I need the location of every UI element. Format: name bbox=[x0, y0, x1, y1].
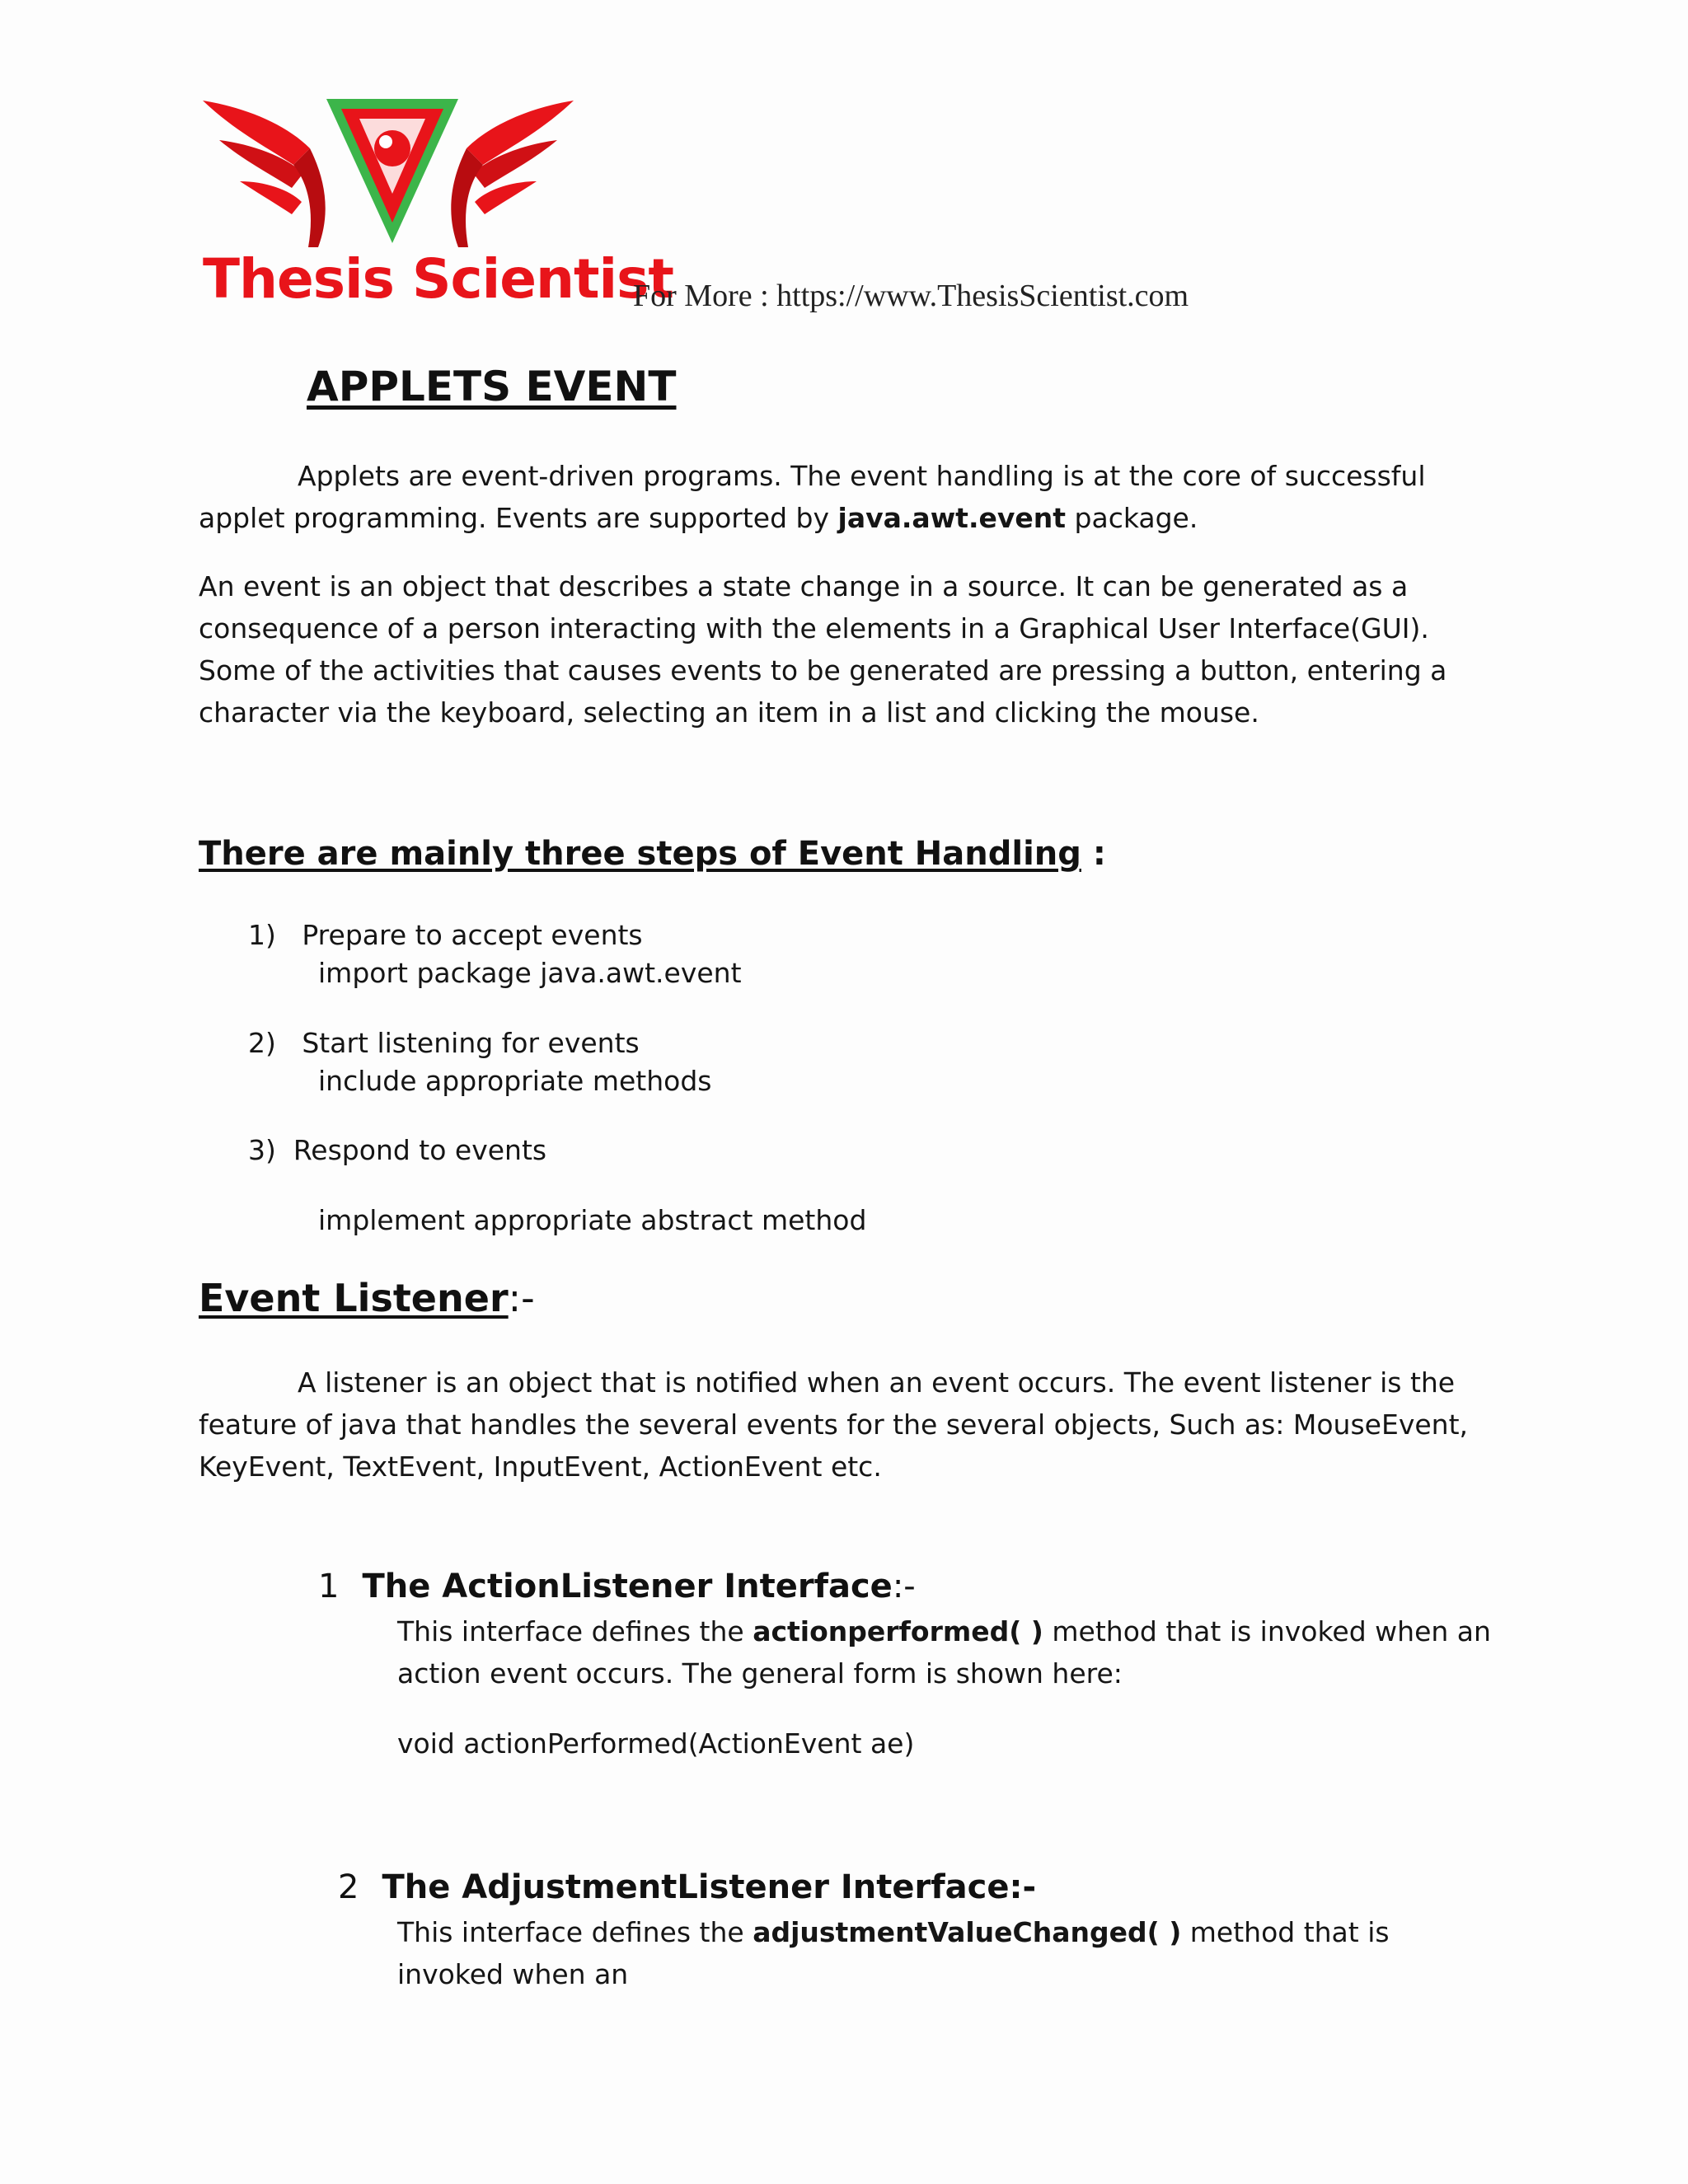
action-listener-heading: 1 The ActionListener Interface:- bbox=[318, 1568, 916, 1605]
adjustment-listener-description: This interface defines the adjustmentValueChanged( ) method that is invoked when an bbox=[397, 1916, 1390, 1990]
page-title: APPLETS EVENT bbox=[307, 363, 677, 410]
event-listener-paragraph: A listener is an object that is notified when an event occurs. The event listener is the feature of java that handles the several events for the several objects, Such as: MouseEvent, KeyEvent, TextEvent, InputEvent, ActionEvent etc. bbox=[199, 1366, 1468, 1483]
step-3: 3) Respond to events bbox=[248, 1134, 547, 1166]
thesis-scientist-logo bbox=[195, 91, 673, 321]
step-3-detail: implement appropriate abstract method bbox=[318, 1204, 867, 1236]
action-listener-description: This interface defines the actionperformed( ) method that is invoked when an action event occurs. The general form is shown here: bbox=[397, 1615, 1491, 1690]
adjustment-listener-heading: 2 The AdjustmentListener Interface:- bbox=[338, 1868, 1037, 1906]
step-2-detail: include appropriate methods bbox=[318, 1065, 712, 1097]
step-1: 1) Prepare to accept events bbox=[248, 919, 643, 951]
event-listener-heading: Event Listener:- bbox=[199, 1276, 535, 1320]
steps-heading: There are mainly three steps of Event Handling : bbox=[199, 835, 1106, 873]
intro-paragraph-1: Applets are event-driven programs. The event handling is at the core of successful applet programming. Events are supported by java.awt.event package. bbox=[199, 460, 1426, 534]
logo-text: Thesis Scientist bbox=[203, 247, 673, 311]
step-1-detail: import package java.awt.event bbox=[318, 957, 742, 989]
step-2: 2) Start listening for events bbox=[248, 1027, 640, 1059]
intro-paragraph-2: An event is an object that describes a state change in a source. It can be generated as a consequence of a person interacting with the elements in a Graphical User Interface(GUI). Some of the activities that causes events to be generated are pressing a button, entering a character via the keyboard, selecting an item in a list and clicking the mouse. bbox=[199, 570, 1447, 729]
action-performed-signature: void actionPerformed(ActionEvent ae) bbox=[397, 1727, 915, 1760]
for-more-link-text[interactable]: For More : https://www.ThesisScientist.com bbox=[633, 279, 1189, 313]
winged-triangle-logo-icon bbox=[195, 91, 582, 255]
